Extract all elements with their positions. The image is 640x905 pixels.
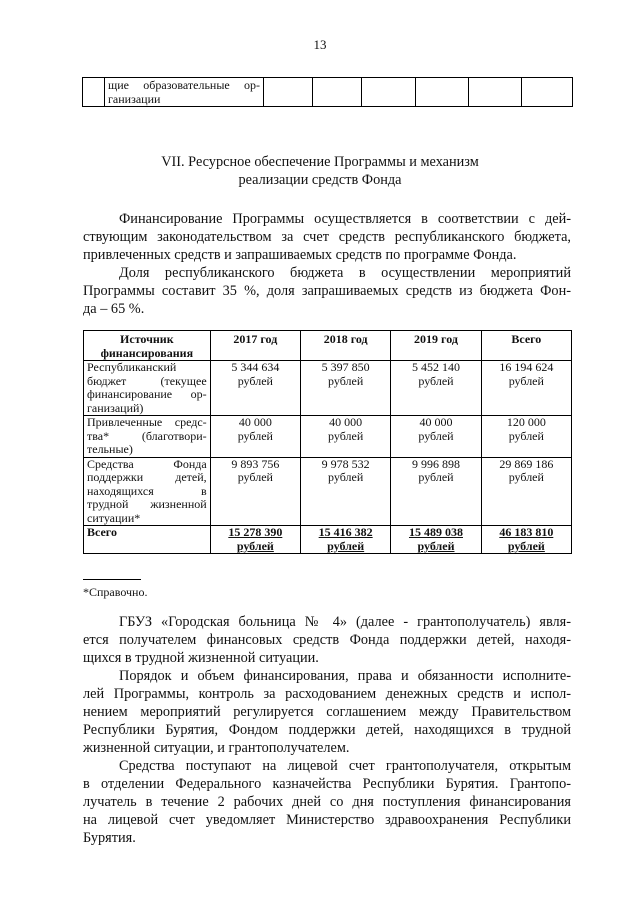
source-line: Привлеченные средс- — [87, 415, 207, 429]
unit: рублей — [328, 373, 364, 388]
value: 29 869 186 — [499, 456, 554, 471]
unit: рублей — [236, 538, 274, 553]
text-line: Порядок и объем финансирования, права и обязанности исполните- — [119, 668, 571, 684]
total-cell — [481, 526, 571, 554]
text-line: лучатель в течение 2 рабочих дней со дня поступления финансирования — [83, 794, 571, 810]
paragraph-procedure — [83, 667, 571, 757]
continued-table — [82, 77, 573, 107]
unit: рублей — [507, 538, 545, 553]
value: 5 452 140 — [411, 360, 460, 374]
paragraph-budget-share — [83, 264, 571, 318]
source-cell — [84, 457, 211, 526]
source-line: Республиканский — [87, 360, 177, 374]
cell-text: ганизации — [108, 92, 161, 106]
source-cell — [84, 416, 211, 458]
table-cell — [264, 78, 313, 107]
value: 9 893 756 — [231, 456, 280, 471]
table-row — [84, 457, 572, 526]
value-cell — [301, 416, 391, 458]
table-cell — [83, 78, 105, 107]
text-line: ется получателем финансовых средств Фонда поддержки детей, находя- — [83, 632, 571, 648]
text-line: Средства поступают на лицевой счет грантополучателя, открытым — [119, 758, 571, 774]
table-row — [84, 416, 572, 458]
paragraph-funds-account — [83, 757, 571, 847]
value-cell — [481, 361, 571, 416]
value-cell — [210, 457, 300, 526]
value: 15 489 038 — [408, 525, 463, 539]
text-line: лей Программы, контроль за расходованием денежных средств и испол- — [83, 686, 571, 702]
table-row — [84, 361, 572, 416]
header-total: Всего — [481, 331, 571, 361]
unit: рублей — [418, 428, 454, 443]
cell-text: щие образовательные ор- — [108, 78, 260, 92]
source-cell — [84, 361, 211, 416]
unit: рублей — [237, 373, 273, 388]
value-cell — [481, 416, 571, 458]
value-cell — [210, 361, 300, 416]
header-text: финансирования — [100, 345, 194, 360]
header-2018: 2018 год — [301, 331, 391, 361]
text-line: ствующим законодательством за счет средств республиканского бюджета, — [83, 229, 571, 245]
unit: рублей — [417, 538, 455, 553]
unit: рублей — [237, 470, 273, 484]
unit: рублей — [508, 428, 544, 443]
header-2017: 2017 год — [210, 331, 300, 361]
value: 15 416 382 — [318, 525, 373, 539]
table-cell — [313, 78, 362, 107]
value: 15 278 390 — [228, 525, 283, 539]
header-text: Источник — [120, 332, 174, 346]
unit: рублей — [508, 470, 544, 484]
financing-table — [83, 330, 572, 554]
value-cell — [301, 361, 391, 416]
unit: рублей — [418, 470, 454, 484]
source-line: ситуации* — [87, 510, 141, 525]
text-line: Бурятия. — [83, 830, 136, 846]
footnote-separator — [83, 579, 141, 580]
source-line: Средства Фонда — [87, 456, 207, 471]
table-header-row — [84, 331, 572, 361]
total-cell — [391, 526, 481, 554]
text-line: Программы составит 35 %, доля запрашиваемых средств из бюджета Фон- — [83, 283, 571, 299]
value-cell — [481, 457, 571, 526]
text-line: жизненной ситуации, и грантополучателем. — [83, 740, 350, 756]
value: 5 397 850 — [321, 360, 370, 374]
value: 9 978 532 — [321, 456, 370, 471]
value: 16 194 624 — [499, 360, 554, 374]
source-line: ганизаций) — [87, 400, 144, 415]
total-cell — [210, 526, 300, 554]
value-cell — [391, 457, 481, 526]
value-cell — [301, 457, 391, 526]
page-number: 13 — [313, 37, 327, 52]
value: 40 000 — [329, 415, 363, 429]
value: 9 996 898 — [411, 456, 460, 471]
paragraph-financing — [83, 210, 571, 264]
text-line: щихся в трудной жизненной ситуации. — [83, 650, 319, 666]
text-line: да – 65 %. — [83, 301, 145, 317]
table-cell — [522, 78, 573, 107]
table-cell — [416, 78, 469, 107]
value: 40 000 — [419, 415, 453, 429]
header-source — [84, 331, 211, 361]
value-cell — [391, 361, 481, 416]
text-line: в отделении Федерального казначейства Республики Бурятия. Грантопо- — [83, 776, 571, 792]
footnote: *Справочно. — [83, 585, 148, 599]
table-row — [83, 78, 573, 107]
text-line: Республики Бурятия, Фондом поддержки детей, находящихся в трудной — [83, 722, 571, 738]
table-cell — [105, 78, 264, 107]
total-cell — [301, 526, 391, 554]
total-label: Всего — [84, 526, 211, 554]
table-cell — [362, 78, 416, 107]
header-2019: 2019 год — [391, 331, 481, 361]
text-line: нением мероприятий регулируется соглашением между Правительством — [83, 704, 571, 720]
source-line: находящихся в — [87, 483, 207, 498]
section-title-line: реализации средств Фонда — [238, 172, 402, 188]
text-line: Финансирование Программы осуществляется в соответствии с дей- — [119, 211, 571, 227]
unit: рублей — [328, 428, 364, 443]
text-line: Доля республиканского бюджета в осуществлении мероприятий — [119, 265, 571, 281]
value: 40 000 — [238, 415, 272, 429]
value: 5 344 634 — [231, 360, 280, 374]
unit: рублей — [418, 373, 454, 388]
value: 46 183 810 — [499, 525, 554, 539]
source-line: тельные) — [87, 442, 133, 456]
table-cell — [469, 78, 522, 107]
text-line: на лицевой счет уведомляет Министерство здравоохранения Республики — [83, 812, 571, 828]
unit: рублей — [327, 538, 365, 553]
section-title-line: VII. Ресурсное обеспечение Программы и механизм — [161, 154, 479, 170]
source-line: бюджет (текущее — [87, 373, 207, 388]
value-cell — [210, 416, 300, 458]
value: 120 000 — [506, 415, 546, 429]
table-total-row — [84, 526, 572, 554]
source-line: трудной жизненной — [87, 497, 207, 511]
value-cell — [391, 416, 481, 458]
text-line: ГБУЗ «Городская больница № 4» (далее - грантополучатель) явля- — [119, 614, 571, 630]
paragraph-grant-recipient — [83, 613, 571, 667]
unit: рублей — [328, 470, 364, 484]
text-line: привлеченных средств и запрашиваемых средств по программе Фонда. — [83, 247, 517, 263]
source-line: тва* (благотвори- — [87, 428, 207, 443]
source-line: финансирование ор- — [87, 387, 207, 401]
unit: рублей — [508, 373, 544, 388]
source-line: поддержки детей, — [87, 470, 207, 484]
unit: рублей — [237, 428, 273, 443]
section-title — [0, 153, 640, 189]
